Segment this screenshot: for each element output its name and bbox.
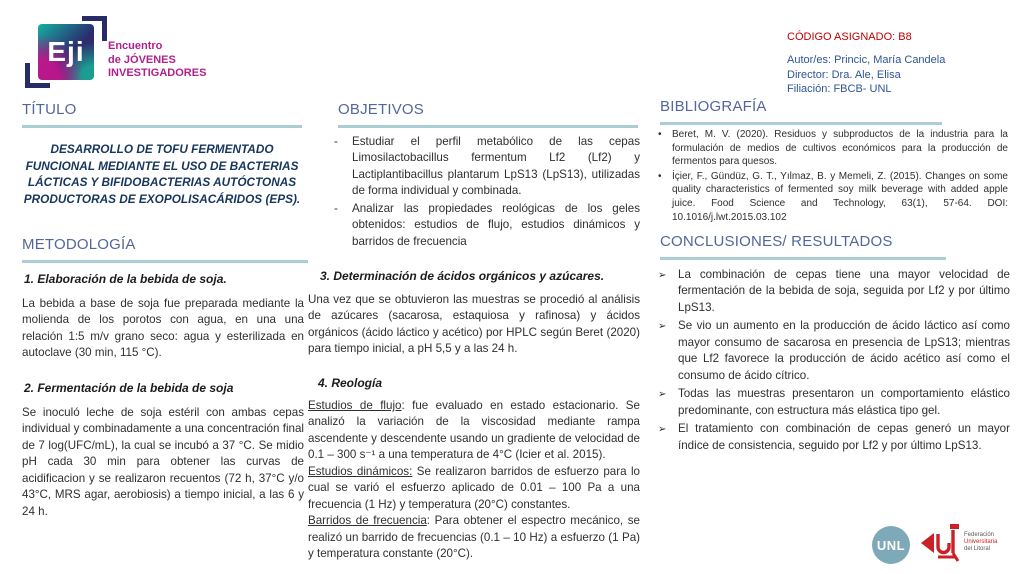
dot-bullet-icon: • [658, 170, 662, 182]
bibliografia-item [658, 170, 1008, 224]
objetivos-item-text: Analizar las propiedades reológicas de los geles obtenidos: estudios de flujo, estudios dinámicos y barridos de frecuencia [352, 201, 640, 248]
reologia-frecuencia-paragraph [308, 513, 640, 562]
reologia-flujo-paragraph [308, 398, 640, 464]
logo-corner-bracket-bottom-left-icon [25, 63, 50, 88]
titulo-heading: TÍTULO [22, 101, 302, 128]
bibliografia-item [658, 128, 1008, 169]
ful-logo-wordmark [964, 532, 997, 553]
logo-line-1: Encuentro [108, 40, 163, 52]
dash-bullet-icon: - [334, 135, 338, 148]
conclusiones-item [658, 267, 1010, 316]
assigned-code: CÓDIGO ASIGNADO: B8 [787, 31, 912, 43]
ful-line-3: del Litoral [964, 546, 991, 552]
reologia-frecuencia-label: Barridos de frecuencia [308, 514, 427, 528]
arrowhead-bullet-icon: ➢ [658, 424, 667, 436]
reologia-flujo-text: : fue evaluado en estado estacionario. Se analizó la variación de la viscosidad mediante rampa ascendente y descendente usando un gradiente de velocidad de 0.1 – 300 s⁻¹ a una temperatura de 4°C (Icier et al. 2015). [308, 399, 640, 462]
arrowhead-bullet-icon: ➢ [658, 389, 667, 401]
arrowhead-bullet-icon: ➢ [658, 321, 667, 333]
dash-bullet-icon: - [334, 201, 338, 215]
logo-line-3: INVESTIGADORES [108, 67, 207, 79]
unl-logo [872, 526, 910, 564]
metodologia-s1-text: La bebida a base de soja fue preparada mediante la molienda de los porotos con agua, en una una relación 1:5 m/v grano seco: agua y esterilizada en autoclave (30 min, 115 °C). [22, 297, 304, 360]
eji-logo-mark: Eji [47, 36, 85, 67]
metodologia-s2-text: Se inoculó leche de soja estéril con ambas cepas individual y combinadamente a una concentración final de 7 log(UFC/mL), la cual se incubó a 37 °C. Se midio pH cada 30 min para obtener las curvas de acidificacion y se realizaron recuentos (72 h, 37°C y/o 43°C, MRS agar, aerobiosis) a tiempo inicial, a las 6 y 24 h. [22, 406, 304, 518]
objetivos-list [334, 134, 640, 251]
conclusiones-item-text: El tratamiento con combinación de cepas generó un mayor índice de consistencia, seguido por Lf2 y por último LpS13. [678, 422, 1010, 452]
reologia-dinamicos-paragraph [308, 464, 640, 513]
author-line: Autor/es: Princic, María Candela [787, 54, 946, 66]
conclusiones-item [658, 421, 1010, 454]
ful-logo-icon [920, 521, 962, 570]
objetivos-item [334, 134, 640, 200]
bibliografia-list [658, 128, 1008, 225]
ful-line-2: Universitaria [964, 539, 998, 545]
logo-corner-bracket-top-right-icon [82, 16, 107, 41]
conclusiones-item-text: Todas las muestras presentaron un comportamiento elástico predominante, con estructura más elástica tipo gel. [678, 387, 1010, 417]
bibliografia-item-text: Beret, M. V. (2020). Residuos y subproductos de la industria para la formulación de medios de cultivos económicos para la producción de fermentos para quesos. [672, 129, 1008, 168]
unl-logo-label: UNL [876, 537, 906, 553]
reologia-flujo-label: Estudios de flujo [308, 399, 402, 412]
arrowhead-bullet-icon: ➢ [658, 270, 667, 281]
eji-logo-wordmark [108, 40, 206, 81]
author-block [787, 53, 945, 97]
director-line: Director: Dra. Ale, Elisa [787, 68, 901, 81]
bibliografia-item-text: İçier, F., Gündüz, G. T., Yılmaz, B. y Memeli, Z. (2015). Changes on some quality characteristics of fermented soy milk beverage with added apple juice. Food Science and Technology, 63(1), 57-64. DOI: 10.1016/j.lwt.2015.03.102 [672, 170, 1008, 223]
eji-logo-square [38, 24, 94, 80]
ful-line-1: Federación [964, 532, 995, 538]
conclusiones-item [658, 386, 1010, 419]
conclusiones-list [658, 267, 1010, 456]
reologia-dinamicos-label: Estudios dinámicos: [308, 464, 413, 478]
metodologia-heading: METODOLOGÍA [22, 236, 308, 263]
conclusiones-item-text: La combinación de cepas tiene una mayor velocidad de fermentación de la bebida de soja, seguida por Lf2 y por último LpS13. [678, 268, 1010, 314]
metodologia-s4-title: 4. Reología [318, 376, 383, 390]
eji-logo [38, 24, 94, 80]
titulo-text: DESARROLLO DE TOFU FERMENTADO FUNCIONAL MEDIANTE EL USO DE BACTERIAS LÁCTICAS Y BIFIDOBACTERIAS AUTÓCTONAS PRODUCTORAS DE EXOPOLISACÁRIDOS (EPS). [23, 142, 301, 206]
objetivos-item-text: Estudiar el perfil metabólico de las cepas Limosilactobacillus fermentum Lf2 (Lf2) y Lactiplantibacillus plantarum LpS13 (LpS13), utilizadas de forma individual y combinada. [352, 135, 640, 198]
metodologia-s2-title: 2. Fermentación de la bebida de soja [24, 381, 234, 395]
conclusiones-heading: CONCLUSIONES/ RESULTADOS [660, 233, 946, 260]
dot-bullet-icon: • [658, 129, 662, 140]
metodologia-s3-title: 3. Determinación de ácidos orgánicos y azúcares. [320, 269, 605, 283]
conclusiones-item-text: Se vio un aumento en la producción de ácido láctico así como mayor consumo de sacarosa en presencia de LpS13; mientras que Lf2 favorece la producción de ácido acético así como el consumo de ácido cítrico. [678, 319, 1010, 382]
reologia-dinamicos-text: Se realizaron barridos de esfuerzo para lo cual se varió el esfuerzo aplicado de 0.01 – 100 Pa a una frecuencia (1 Hz) y temperatura (20°C) constantes. [308, 464, 640, 511]
affiliation-line: Filiación: FBCB- UNL [787, 83, 892, 95]
objetivos-item [334, 201, 640, 250]
bibliografia-heading: BIBLIOGRAFÍA [660, 98, 942, 125]
conclusiones-item [658, 318, 1010, 384]
objetivos-heading: OBJETIVOS [338, 101, 638, 128]
reologia-frecuencia-text: : Para obtener el espectro mecánico, se realizó un barrido de frecuencias (0.1 – 10 Hz) a esfuerzo (1 Pa) y temperatura constante (20°C). [308, 514, 640, 561]
metodologia-s4-paragraphs [308, 398, 640, 563]
metodologia-s3-text: Una vez que se obtuvieron las muestras se procedió al análisis de azúcares (sacarosa, estaquiosa y rafinosa) y ácidos orgánicos (ácido láctico y acético) por HPLC según Beret (2020) para tiempo inicial, a pH 5,5 y a las 24 h. [308, 293, 640, 356]
metodologia-s1-title: 1. Elaboración de la bebida de soja. [24, 272, 227, 286]
logo-line-2: de JÓVENES [108, 53, 176, 66]
